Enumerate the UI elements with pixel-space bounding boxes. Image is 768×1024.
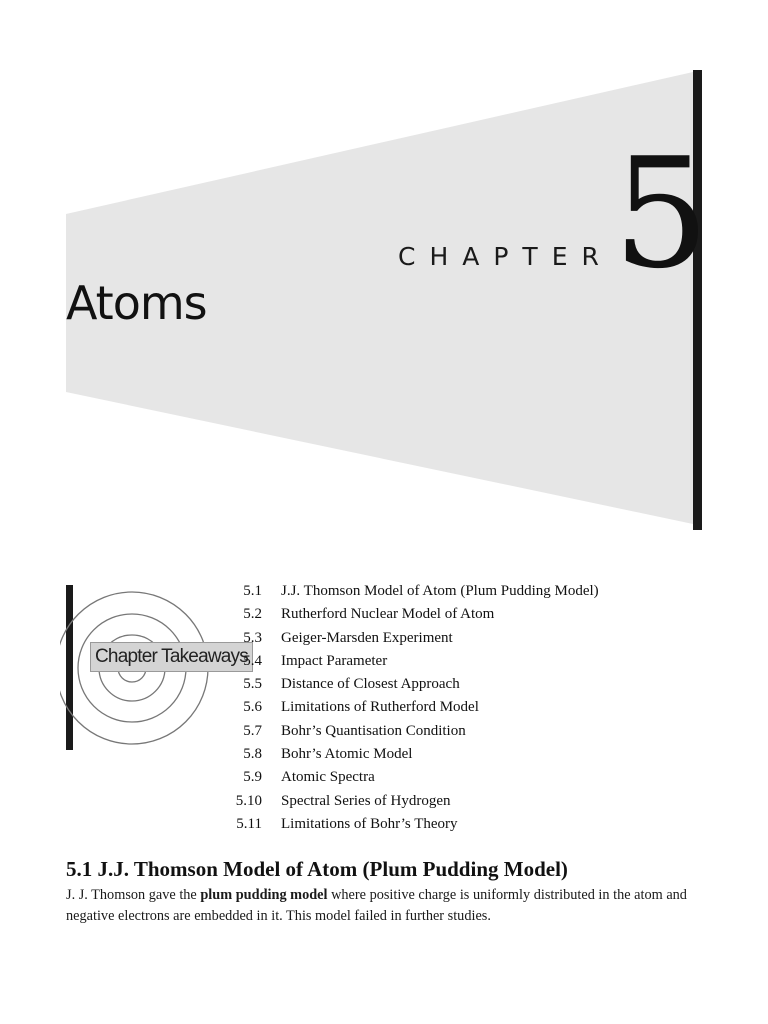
- chapter-title: Atoms: [66, 276, 207, 330]
- list-item: [225, 720, 745, 743]
- item-number: 5.11: [236, 815, 262, 832]
- list-item: [225, 650, 745, 673]
- item-text: Bohr’s Atomic Model: [281, 746, 413, 763]
- item-text: Rutherford Nuclear Model of Atom: [281, 606, 495, 623]
- item-text: Impact Parameter: [281, 652, 388, 669]
- item-number: 5.9: [243, 769, 262, 786]
- takeaways-list: [225, 580, 745, 836]
- list-item: [225, 743, 745, 766]
- section-paragraph: [66, 885, 716, 927]
- item-number: 5.5: [243, 676, 262, 693]
- paragraph-bold-term: plum pudding model: [200, 887, 328, 903]
- item-text: J.J. Thomson Model of Atom (Plum Pudding Model): [281, 583, 599, 599]
- list-item: [225, 696, 745, 719]
- item-number: 5.8: [243, 746, 262, 763]
- item-number: 5.4: [243, 652, 262, 669]
- item-text: Limitations of Bohr’s Theory: [281, 815, 458, 832]
- item-number: 5.7: [243, 722, 262, 739]
- item-text: Bohr’s Quantisation Condition: [281, 722, 466, 739]
- list-item: [225, 813, 745, 836]
- takeaways-vertical-bar: [66, 585, 73, 750]
- item-text: Spectral Series of Hydrogen: [281, 792, 451, 809]
- chapter-label: CHAPTER: [398, 242, 613, 271]
- item-text: Distance of Closest Approach: [281, 676, 460, 693]
- item-number: 5.10: [235, 792, 262, 809]
- item-text: Atomic Spectra: [281, 769, 375, 786]
- item-number: 5.1: [243, 583, 262, 599]
- item-text: Geiger-Marsden Experiment: [281, 629, 453, 646]
- item-number: 5.6: [243, 699, 262, 716]
- list-item: [225, 627, 745, 650]
- list-item: [225, 603, 745, 626]
- list-item: [225, 580, 745, 603]
- section-heading: 5.1 J.J. Thomson Model of Atom (Plum Pudding Model): [66, 857, 568, 881]
- list-item: [225, 790, 745, 813]
- paragraph-text-end: where positive charge is uniformly distributed in the atom and negative electrons are embedded in it. This model failed in further studies.: [66, 887, 687, 924]
- list-item: [225, 673, 745, 696]
- chapter-takeaways-label: Chapter Takeaways: [90, 642, 253, 672]
- item-number: 5.2: [243, 606, 262, 623]
- paragraph-text-start: J. J. Thomson gave the: [66, 887, 201, 903]
- item-number: 5.3: [243, 629, 262, 646]
- item-text: Limitations of Rutherford Model: [281, 699, 479, 716]
- chapter-number: 5: [613, 125, 710, 302]
- list-item: [225, 766, 745, 789]
